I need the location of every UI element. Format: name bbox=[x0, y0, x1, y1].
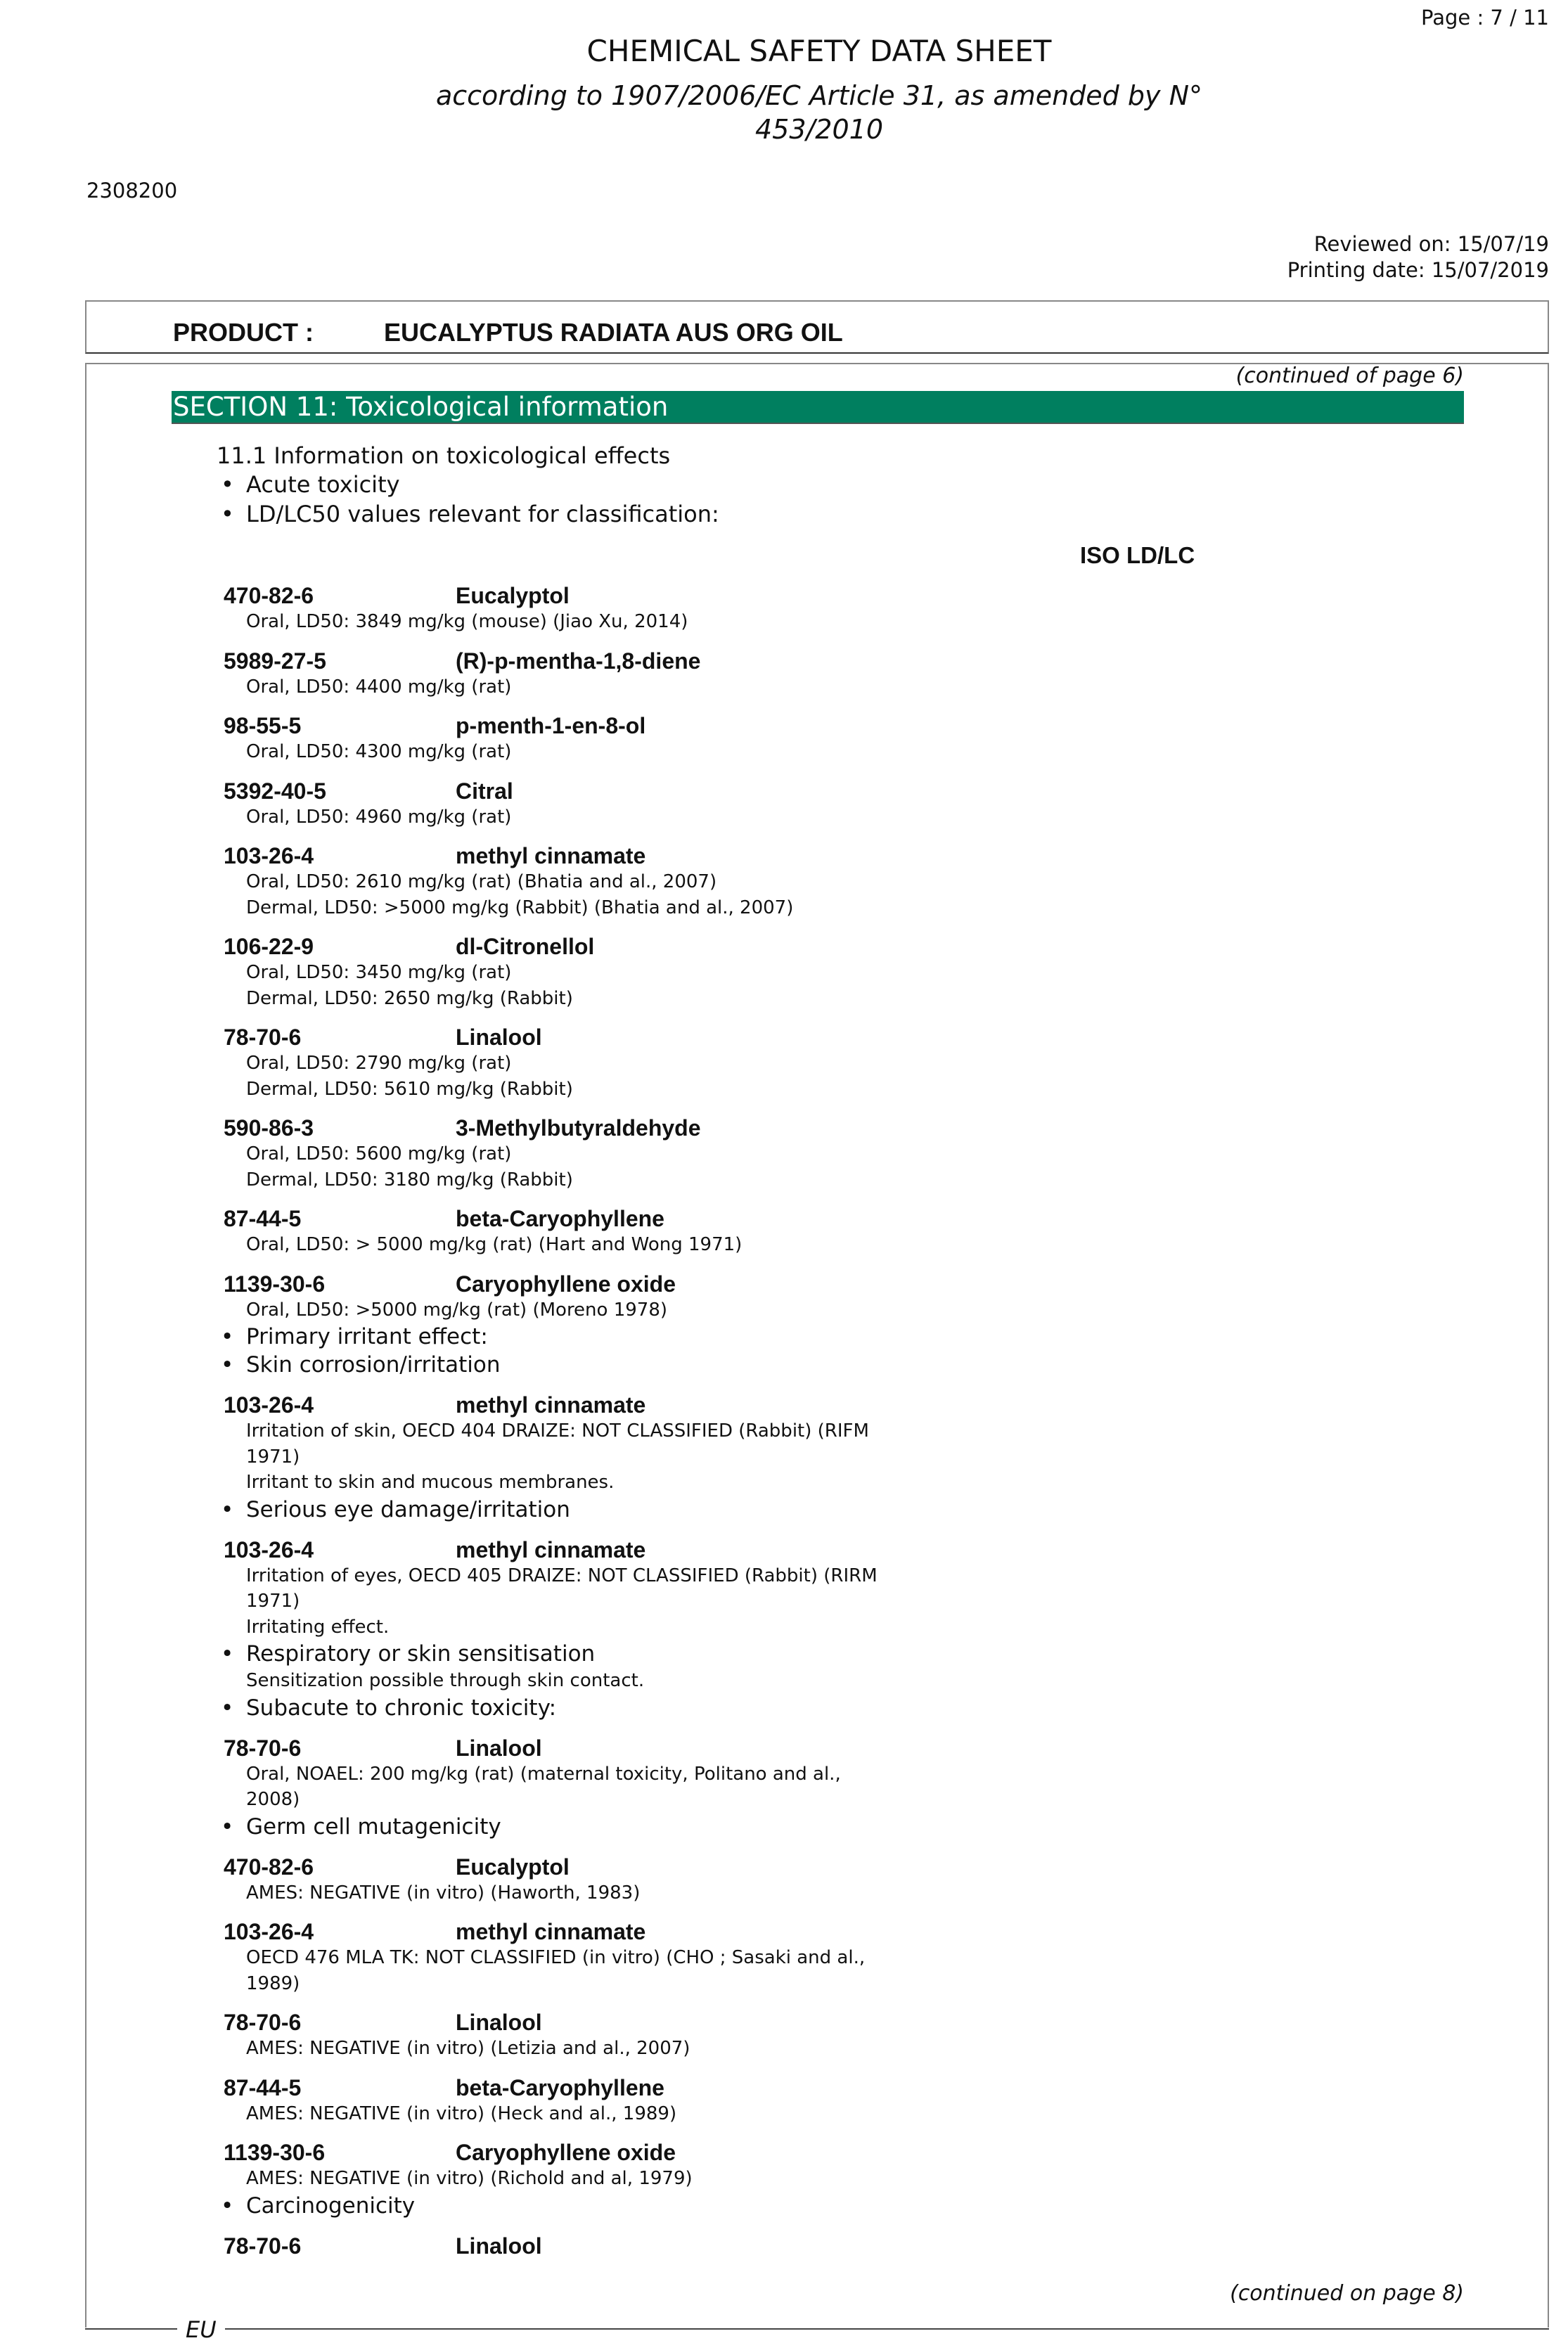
product-label: PRODUCT : bbox=[173, 318, 314, 347]
substance-header bbox=[0, 1536, 1568, 1563]
toxicity-detail: OECD 476 MLA TK: NOT CLASSIFIED (in vitro) (CHO ; Sasaki and al., bbox=[246, 1947, 866, 1968]
bullet-item bbox=[0, 1496, 1568, 1524]
toxicity-detail: Irritant to skin and mucous membranes. bbox=[246, 1472, 615, 1493]
substance-header bbox=[0, 1735, 1568, 1761]
substance-name: Linalool bbox=[456, 2010, 542, 2035]
substance-name: Caryophyllene oxide bbox=[456, 2140, 676, 2165]
substance-header bbox=[0, 2074, 1568, 2101]
toxicity-detail: Oral, LD50: 4400 mg/kg (rat) bbox=[246, 676, 512, 698]
cas-number: 5392-40-5 bbox=[224, 778, 326, 804]
bullet-text: Germ cell mutagenicity bbox=[246, 1814, 501, 1840]
cas-number: 87-44-5 bbox=[224, 1206, 302, 1231]
toxicity-detail: Oral, LD50: 4300 mg/kg (rat) bbox=[246, 741, 512, 762]
cas-number: 590-86-3 bbox=[224, 1115, 314, 1141]
cas-number: 470-82-6 bbox=[224, 583, 314, 608]
page-number: Page : 7 / 11 bbox=[1421, 6, 1549, 30]
cas-number: 78-70-6 bbox=[224, 1735, 302, 1761]
toxicity-detail: Oral, LD50: 3849 mg/kg (mouse) (Jiao Xu, 2014) bbox=[246, 611, 688, 632]
substance-header bbox=[0, 1024, 1568, 1051]
toxicity-detail: Oral, LD50: 3450 mg/kg (rat) bbox=[246, 962, 512, 983]
substance-name: (R)-p-mentha-1,8-diene bbox=[456, 648, 701, 674]
bullet-item bbox=[0, 1640, 1568, 1668]
bullet-icon: • bbox=[221, 471, 234, 498]
substance-name: Eucalyptol bbox=[456, 1854, 570, 1880]
cas-number: 1139-30-6 bbox=[224, 2140, 326, 2165]
section-title: SECTION 11: Toxicological information bbox=[173, 392, 669, 422]
cas-number: 98-55-5 bbox=[224, 713, 302, 738]
toxicity-detail: Oral, LD50: >5000 mg/kg (rat) (Moreno 1978) bbox=[246, 1299, 668, 1321]
product-name: EUCALYPTUS RADIATA AUS ORG OIL bbox=[384, 318, 843, 347]
cas-number: 103-26-4 bbox=[224, 1919, 314, 1944]
bullet-icon: • bbox=[221, 1496, 234, 1522]
substance-header bbox=[0, 842, 1568, 869]
substance-header bbox=[0, 778, 1568, 804]
cas-number: 78-70-6 bbox=[224, 2010, 302, 2035]
toxicity-detail: Oral, LD50: 2790 mg/kg (rat) bbox=[246, 1053, 512, 1074]
bullet-icon: • bbox=[221, 1324, 234, 1349]
substance-header bbox=[0, 1205, 1568, 1232]
toxicity-detail: AMES: NEGATIVE (in vitro) (Haworth, 1983) bbox=[246, 1882, 641, 1904]
substance-name: beta-Caryophyllene bbox=[456, 1206, 664, 1231]
toxicity-detail: Oral, LD50: 4960 mg/kg (rat) bbox=[246, 806, 512, 828]
substance-name: methyl cinnamate bbox=[456, 1919, 646, 1944]
bullet-text: Respiratory or skin sensitisation bbox=[246, 1641, 596, 1667]
substance-name: Eucalyptol bbox=[456, 583, 570, 608]
substance-header bbox=[0, 933, 1568, 960]
bullet-text: Serious eye damage/irritation bbox=[246, 1496, 570, 1522]
substance-name: dl-Citronellol bbox=[456, 934, 595, 959]
toxicity-detail: 1971) bbox=[246, 1591, 300, 1612]
toxicity-detail: Oral, LD50: 5600 mg/kg (rat) bbox=[246, 1143, 512, 1164]
toxicity-detail: Oral, LD50: > 5000 mg/kg (rat) (Hart and Wong 1971) bbox=[246, 1234, 743, 1255]
substance-name: Linalool bbox=[456, 2233, 542, 2259]
substance-name: Linalool bbox=[456, 1025, 542, 1050]
continued-from-note: (continued of page 6) bbox=[1235, 364, 1464, 388]
cas-number: 87-44-5 bbox=[224, 2074, 302, 2100]
toxicity-detail: 1989) bbox=[246, 1972, 300, 1994]
bullet-icon: • bbox=[221, 1695, 234, 1721]
toxicology-list bbox=[0, 582, 1568, 2259]
bullet-text: Primary irritant effect: bbox=[246, 1324, 488, 1349]
bullet-text: Skin corrosion/irritation bbox=[246, 1352, 501, 1378]
bullet-item bbox=[0, 2192, 1568, 2220]
cas-number: 106-22-9 bbox=[224, 934, 314, 959]
substance-name: Citral bbox=[456, 778, 513, 804]
document-subtitle-continued: 453/2010 bbox=[754, 114, 884, 145]
bullet-item bbox=[0, 1694, 1568, 1722]
cas-number: 103-26-4 bbox=[224, 843, 314, 868]
toxicity-detail: Dermal, LD50: >5000 mg/kg (Rabbit) (Bhatia and al., 2007) bbox=[246, 897, 794, 918]
toxicity-detail: AMES: NEGATIVE (in vitro) (Richold and al, 1979) bbox=[246, 2168, 693, 2189]
bullet-icon: • bbox=[221, 2193, 234, 2219]
substance-header bbox=[0, 1115, 1568, 1141]
cas-number: 78-70-6 bbox=[224, 2233, 302, 2259]
toxicity-detail: Irritating effect. bbox=[246, 1616, 390, 1638]
document-title: CHEMICAL SAFETY DATA SHEET bbox=[586, 34, 1052, 68]
toxicity-detail: Irritation of skin, OECD 404 DRAIZE: NOT CLASSIFIED (Rabbit) (RIFM bbox=[246, 1420, 869, 1442]
bullet-icon: • bbox=[221, 1352, 234, 1378]
substance-name: Caryophyllene oxide bbox=[456, 1271, 676, 1297]
substance-header bbox=[0, 648, 1568, 674]
bullet-item bbox=[0, 1323, 1568, 1351]
toxicity-detail: Dermal, LD50: 5610 mg/kg (Rabbit) bbox=[246, 1078, 573, 1100]
substance-header bbox=[0, 2233, 1568, 2259]
bullet-item bbox=[0, 1351, 1568, 1379]
substance-name: Linalool bbox=[456, 1735, 542, 1761]
bullet-text: Subacute to chronic toxicity: bbox=[246, 1695, 557, 1721]
column-label: ISO LD/LC bbox=[1080, 542, 1195, 568]
substance-header bbox=[0, 2009, 1568, 2036]
bullet-item bbox=[221, 501, 719, 527]
substance-name: methyl cinnamate bbox=[456, 843, 646, 868]
toxicity-detail: AMES: NEGATIVE (in vitro) (Letizia and al., 2007) bbox=[246, 2038, 690, 2059]
toxicity-detail: AMES: NEGATIVE (in vitro) (Heck and al., 1989) bbox=[246, 2103, 677, 2124]
printing-date: Printing date: 15/07/2019 bbox=[1287, 258, 1549, 282]
substance-header bbox=[0, 1392, 1568, 1418]
toxicity-detail: 2008) bbox=[246, 1789, 300, 1810]
toxicity-detail: Dermal, LD50: 3180 mg/kg (Rabbit) bbox=[246, 1169, 573, 1190]
substance-header bbox=[0, 2139, 1568, 2166]
toxicity-detail: Dermal, LD50: 2650 mg/kg (Rabbit) bbox=[246, 987, 573, 1009]
substance-header bbox=[0, 712, 1568, 739]
toxicity-detail: Irritation of eyes, OECD 405 DRAIZE: NOT CLASSIFIED (Rabbit) (RIRM bbox=[246, 1565, 878, 1586]
cas-number: 78-70-6 bbox=[224, 1025, 302, 1050]
toxicity-detail: Oral, NOAEL: 200 mg/kg (rat) (maternal toxicity, Politano and al., bbox=[246, 1763, 841, 1785]
substance-header bbox=[0, 582, 1568, 609]
cas-number: 103-26-4 bbox=[224, 1536, 314, 1562]
cas-number: 470-82-6 bbox=[224, 1854, 314, 1880]
bullet-text: Acute toxicity bbox=[246, 471, 400, 498]
region-label: EU bbox=[177, 2316, 225, 2343]
bullet-icon: • bbox=[221, 1641, 234, 1667]
bullet-icon: • bbox=[221, 501, 234, 527]
cas-number: 1139-30-6 bbox=[224, 1271, 326, 1297]
document-subtitle: according to 1907/2006/EC Article 31, as amended by N° bbox=[435, 80, 1202, 111]
toxicity-detail: 1971) bbox=[246, 1446, 300, 1468]
substance-name: methyl cinnamate bbox=[456, 1536, 646, 1562]
toxicity-detail: Oral, LD50: 2610 mg/kg (rat) (Bhatia and al., 2007) bbox=[246, 871, 717, 892]
continued-on-note: (continued on page 8) bbox=[1230, 2281, 1464, 2306]
substance-name: 3-Methylbutyraldehyde bbox=[456, 1115, 701, 1141]
bullet-item bbox=[221, 471, 400, 498]
substance-name: methyl cinnamate bbox=[456, 1392, 646, 1418]
bullet-item bbox=[0, 1813, 1568, 1841]
bullet-text: LD/LC50 values relevant for classification: bbox=[246, 501, 719, 527]
substance-name: p-menth-1-en-8-ol bbox=[456, 713, 646, 738]
footer-divider bbox=[85, 2328, 1549, 2330]
cas-number: 103-26-4 bbox=[224, 1392, 314, 1418]
subsection-heading: 11.1 Information on toxicological effects bbox=[217, 442, 671, 469]
reviewed-date: Reviewed on: 15/07/19 bbox=[1313, 232, 1549, 256]
bullet-text: Carcinogenicity bbox=[246, 2193, 416, 2219]
substance-name: beta-Caryophyllene bbox=[456, 2074, 664, 2100]
product-code: 2308200 bbox=[86, 179, 178, 203]
cas-number: 5989-27-5 bbox=[224, 648, 326, 674]
toxicity-detail: Sensitization possible through skin contact. bbox=[246, 1670, 645, 1691]
substance-header bbox=[0, 1918, 1568, 1945]
substance-header bbox=[0, 1854, 1568, 1880]
substance-header bbox=[0, 1271, 1568, 1297]
bullet-icon: • bbox=[221, 1814, 234, 1840]
